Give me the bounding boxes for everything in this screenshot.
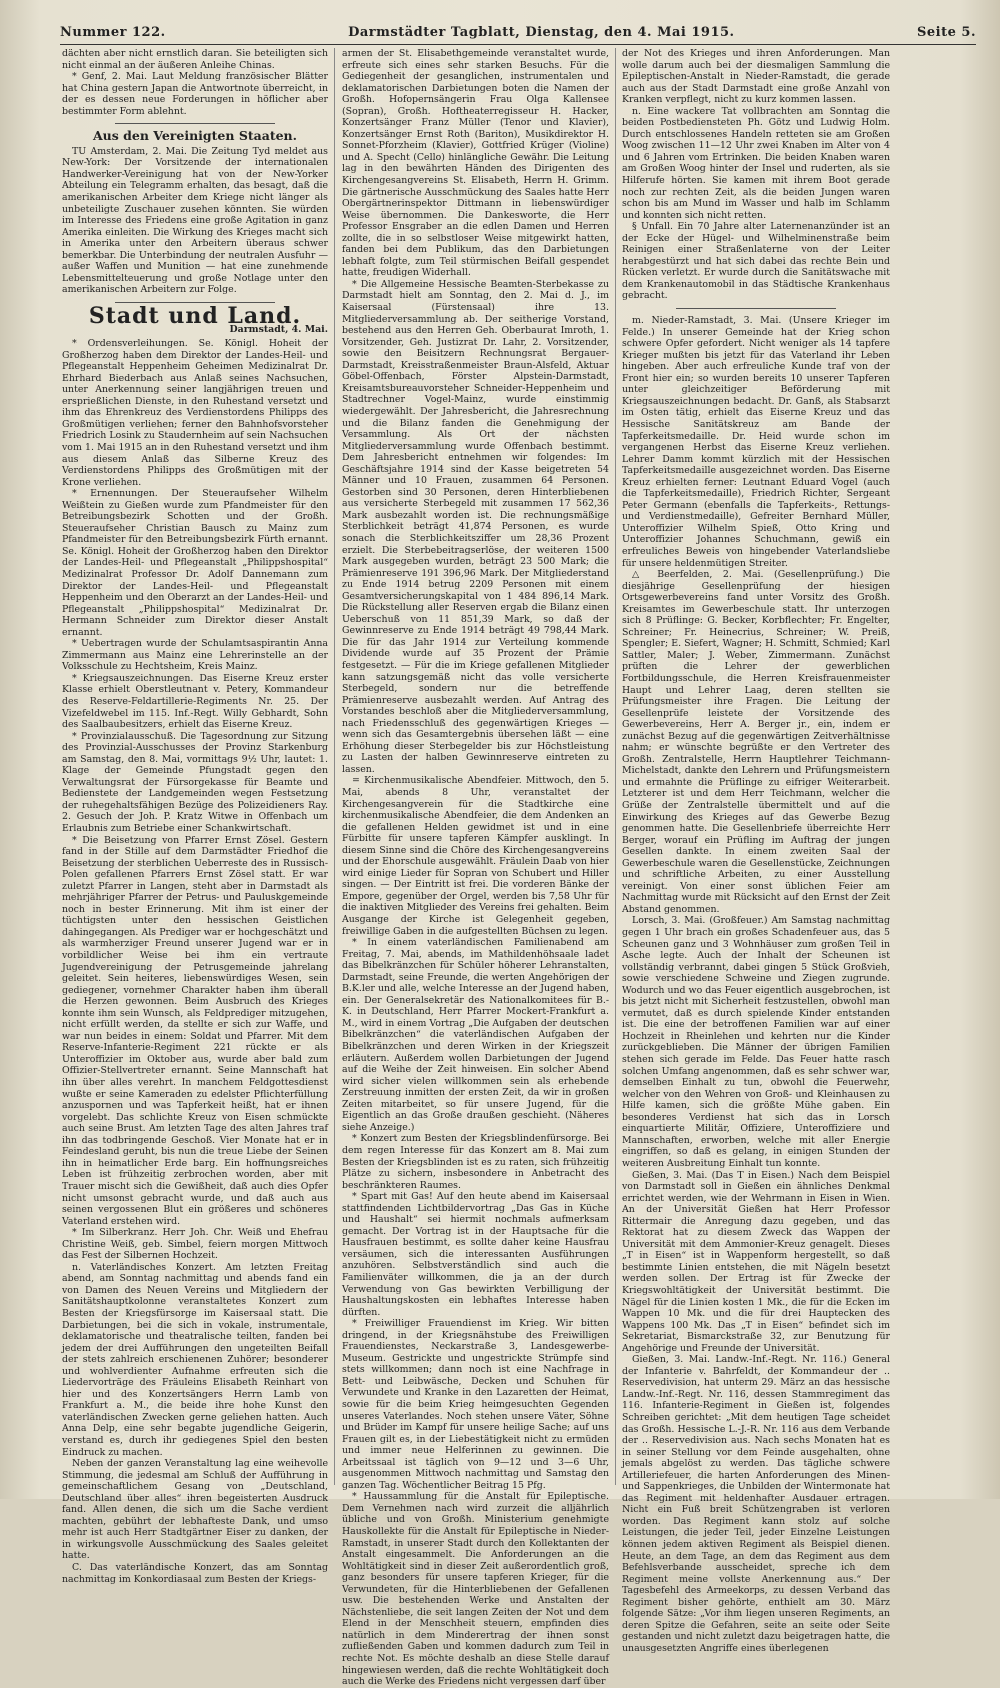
article-text: * Uebertragen wurde der Schulamtsaspirantin Anna Zimmermann aus Mainz eine Lehrerinstelle an der Volksschule zu Hechtsheim, Kreis Mainz. xyxy=(62,638,328,673)
issue-number: Nummer 122. xyxy=(60,24,166,40)
article-text: * Konzert zum Besten der Kriegsblindenfürsorge. Bei dem regen Interesse für das Konzert am 8. Mai zum Besten der Kriegsblinden ist es zu raten, sich frühzeitig Plätze zu sichern, insbesondere in Anbetracht des beschränkteren Raumes. xyxy=(342,1133,609,1191)
article-text: dächten aber nicht ernstlich daran. Sie beteiligten sich nicht einmal an der äußeren Anleihe Chinas. xyxy=(62,48,328,71)
newspaper-title: Darmstädter Tagblatt, Dienstag, den 4. Mai 1915. xyxy=(348,24,735,40)
column-divider xyxy=(334,48,335,1485)
article-text: armen der St. Elisabethgemeinde veranstaltet wurde, erfreute sich eines sehr starken Besuchs. Für die Gediegenheit der gesanglichen, instrumentalen und deklamatorischen Darbietungen boten die Namen der Großh. Hofopernsängerin Frau Olga Kallensee (Sopran), Großh. Hoftheaterregisseur H. Hacker, Konzertsänger Franz Müller (Tenor und Klavier), Konzertsänger Ernst Roth (Bariton), Musikdirektor H. Sonnet-Pforzheim (Klavier), Gottfried Krüger (Violine) und A. Specht (Cello) hinlängliche Gewähr. Die Leitung lag in den bewährten Händen des Dirigenten des Kirchengesangvereins St. Elisabeth, Herrn H. Grimm. Die gärtnerische Ausschmückung des Saales hatte Herr Obergärtnerinspektor Dittmann in liebenswürdiger Weise übernommen. Die Dankesworte, die Herr Professor Ensgraber an die edlen Damen und Herren zollte, die in so selbstloser Weise mitgewirkt hatten, fanden bei dem Publikum, das den Darbietungen lebhaft folgte, zum Teil stürmischen Beifall gespendet hatte, freudigen Widerhall. xyxy=(342,48,609,279)
article-text: △ Beerfelden, 2. Mai. (Gesellenprüfung.) Die diesjährige Gesellenprüfung der hiesigen Ortsgewerbevereins fand unter Vorsitz des Großh. Kreisamtes im Gewerbeschule statt. Ihr unterzogen sich 8 Prüflinge: G. Becker, Korbflechter; Fr. Engelter, Schreiner; Fr. Heinecrius, Schreiner; W. Preiß, Spengler; E. Siefert, Wagner; H. Schmitt, Schmied; Karl Sattler, Maler; J. Weber, Zimmermann. Zunächst prüften die Lehrer der gewerblichen Fortbildungsschule, die Herren Kreisfrauenmeister Haupt und Lehrer Laag, deren stellten sie Prüfungsmeister ihre Fragen. Die Leitung der Gesellenprüfe leistete der Vorsitzende des Gewerbevereins, Herr A. Berger jr., ein, indem er zunächst Bezug auf die gegenwärtigen Zeitverhältnisse nahm; er wünschte begrüßte er den Vertreter des Großh. Zentralstelle, Herrn Hauptlehrer Teichmann-Michelstadt, dankte den Lehrern und Prüfungsmeistern und ermahnte die Prüflinge zu eifriger Weiterarbeit. Letzterer ist und dem Herr Teichmann, welcher die Grüße der Zentralstelle übermittelt und auf die Einwirkung des Krieges auf das Gewerbe Bezug genommen hatte. Die Gesellenbriefe überreichte Herr Berger, worauf ein Prüfling im Auftrag der jungen Gesellen dankte. In einem zweiten Saal der Gewerbeschule waren die Gesellenstücke, Zeichnungen und schriftliche Arbeiten, zu einer Ausstellung vereinigt. Von einer sonst üblichen Feier am Nachmittag wurde mit Rücksicht auf den Ernst der Zeit Abstand genommen. xyxy=(622,569,890,915)
article-text: * In einem vaterländischen Familienabend am Freitag, 7. Mai, abends, im Mathildenhöhsaale ladet das Bibelkränzchen für Schüler höherer Lehranstalten, Darmstadt, seine Freunde, die werten Angehörigen der B.K.ler und alle, welche Interesse an der Jugend haben, ein. Der Generalsekretär des Nationalkomitees für B.-K. in Deutschland, Herr Pfarrer Mockert-Frankfurt a. M., wird in einem Vortrag „Die Aufgaben der deutschen Bibelkränzchen“ die vaterländischen Aufgaben der Bibelkränzchen und deren Wirken in der Kriegszeit erläutern. Außerdem wollen Darbietungen der Jugend auf die Weihe der Zeit hinweisen. Ein solcher Abend wird sicher vielen willkommen sein als erhebende Zerstreuung inmitten der ersten Zeit, da wir in großen Zeiten mitarbeitet, so für unsere Jugend, für die Eigentlich an das Große draußen geschieht. (Näheres siehe Anzeige.) xyxy=(342,937,609,1133)
dateline: Darmstadt, 4. Mai. xyxy=(229,324,328,336)
column-3 xyxy=(622,48,890,1654)
separator xyxy=(676,308,837,309)
article-text: * Genf, 2. Mai. Laut Meldung französischer Blätter hat China gestern Japan die Antwortnote überreicht, in der es dessen neue Forderungen in höflicher aber bestimmter Form ablehnt. xyxy=(62,71,328,117)
column-divider xyxy=(615,48,616,1485)
article-text: * Ordensverleihungen. Se. Königl. Hoheit der Großherzog haben dem Direktor der Landes-Heil- und Pflegeanstalt Heppenheim Geheimen Medizinalrat Dr. Ehrhard Biederbach aus Anlaß seines Nachsuchen, unter Anerkennung seiner langjährigen treuen und ersprießlichen Dienste, in den Ruhestand versetzt und ihm das Ehrenkreuz des Verdienstordens Philipps des Großmütigen verliehen; ferner den Bahnhofsvorsteher Friedrich Losink zu Staudernheim auf sein Nachsuchen vom 1. Mai 1915 an in den Ruhestand versetzt und ihm aus diesem Anlaß das Silberne Kreuz des Verdienstordens Philipps des Großmütigen mit der Krone verliehen. xyxy=(62,338,328,488)
column-1 xyxy=(62,48,328,1585)
article-text: * Ernennungen. Der Steueraufseher Wilhelm Weißtein zu Gießen wurde zum Pfandmeister für den Betreibungsbezirk Schotten und der Großh. Steueraufseher Christian Bausch zu Mainz zum Pfandmeister für den Betreibungsbezirk Fürth ernannt. Se. Königl. Hoheit der Großherzog haben den Direktor der Landes-Heil- und Pflegeanstalt „Philippshospital“ Medizinalrat Professor Dr. Adolf Dannemann zum Direktor der Landes-Heil- und Pflegeanstalt Heppenheim und den Oberarzt an der Landes-Heil- und Pflegeanstalt „Philippshospital“ Medizinalrat Dr. Hermann Schneider zum Direktor dieser Anstalt ernannt. xyxy=(62,488,328,638)
article-text: m. Nieder-Ramstadt, 3. Mai. (Unsere Krieger im Felde.) In unserer Gemeinde hat der Krieg schon schwere Opfer gefordert. Nicht weniger als 14 tapfere Krieger mußten bis jetzt für das Vaterland ihr Leben hingeben. Aber auch erfreuliche Kunde traf von der Front hier ein; so wurden bereits 10 unserer Tapferen unter gleichzeitiger Beförderung mit Kriegsauszeichnungen bedacht. Dr. Ganß, als Stabsarzt im Osten tätig, erhielt das Eiserne Kreuz und das Hessische Sanitätskreuz am Bande der Tapferkeitsmedaille. Dr. Heid wurde schon im vergangenen Herbst das Eiserne Kreuz verliehen. Lehrer Damm kommt kürzlich mit der Hessischen Tapferkeitsmedaille ausgezeichnet worden. Das Eiserne Kreuz erhielten ferner: Leutnant Eduard Vogel (auch die Tapferkeitsmedaille), Friedrich Richter, Sergeant Peter Germann (ebenfalls die Tapferkeits-, Rettungs- und Verdienstmedaille), Gefreiter Bernhard Müller, Unteroffizier Wilhelm Spieß, Otto Kring und Unteroffizier Johannes Schuchmann, gewiß ein erfreuliches Beweis von hingebender Vaterlandsliebe für unsere heldenmütigen Streiter. xyxy=(622,315,890,569)
article-text: § Unfall. Ein 70 Jahre alter Laternenanzünder ist an der Ecke der Hügel- und Wilhelminenstraße beim Reinigen einer Straßenlaterne von der Leiter herabgestürzt und hat sich dabei das rechte Bein und Rücken verletzt. Er wurde durch die Sanitätswache mit dem Krankenautomobil in das Städtische Krankenhaus gebracht. xyxy=(622,221,890,302)
article-text: * Freiwilliger Frauendienst im Krieg. Wir bitten dringend, in der Kriegsnähstube des Freiwilligen Frauendienstes, Neckarstraße 3, Landesgewerbe-Museum. Gestrickte und ungestrickte Strümpfe sind stets willkommen; dann noch ist eine Nachfrage in Bett- und Leibwäsche, Decken und Schuhen für Verwundete und Kranke in den Lazaretten der Heimat, sowie für die beim Krieg heimgesuchten Gegenden unseres Vaterlandes. Noch stehen unsere Väter, Söhne und Brüder im Kampf für unsere heilige Sache; auf uns Frauen gilt es, in der Liebestätigkeit nicht zu ermüden und immer neue Helferinnen zu gewinnen. Die Arbeitssaal ist täglich von 9—12 und 3—6 Uhr, ausgenommen Mittwoch nachmittag und Samstag den ganzen Tag. Wöchentlicher Beitrag 15 Pfg. xyxy=(342,1318,609,1491)
column-2 xyxy=(342,48,609,1688)
article-text: der Not des Krieges und ihren Anforderungen. Man wolle darum auch bei der diesmaligen Sammlung die Epileptischen-Anstalt in Nieder-Ramstadt, die gerade auch aus der Stadt Darmstadt eine große Anzahl von Kranken verpflegt, nicht zu kurz kommen lassen. xyxy=(622,48,890,106)
article-text: Gießen, 3. Mai. Landw.-Inf.-Regt. Nr. 116.) General der Infanterie v. Bahrfeldt, der Kommandeur der .. Reservedivision, hat unterm 29. März an das hessische Landw.-Inf.-Regt. Nr. 116, dessen Stammregiment das 116. Infanterie-Regiment in Gießen ist, folgendes Schreiben gerichtet: „Mit dem heutigen Tage scheidet das Großh. Hessische L.-J.-R. Nr. 116 aus dem Verbande der .. Reservedivision aus. Nach sechs Monaten hat es in seiner Stellung vor dem Feinde ausgehalten, ohne jemals abgelöst zu werden. Das tägliche schwere Artilleriefeuer, die harten Anforderungen des Minen- und Sappenkrieges, die Unbilden der Wintermonate hat das Regiment mit heldenhafter Ausdauer ertragen. Nicht ein Fuß breit Schützengraben ist verloren worden. Das Regiment kann stolz auf solche Leistungen, die jeder Teil, jeder Einzelne Leistungen können jedem aktiven Regiment als Beispiel dienen. Heute, an dem Tage, an dem das Regiment aus dem Befehlsverbande ausscheidet, spreche ich dem Regiment meine vollste Anerkennung aus.“ Der Tagesbefehl des Armeekorps, zu dessen Verband das Regiment bisher gehörte, enthielt am 30. März folgende Sätze: „Vor ihm liegen unseren Regiments, an deren Spitze die Gefahren, seite an seite oder Seite gestanden und nicht zuletzt dazu beigetragen hatte, die unausgesetzten Angriffe eines überlegenen xyxy=(622,1354,890,1654)
masthead xyxy=(60,22,976,42)
section-heading-stadt-und-land: Stadt und Land. xyxy=(88,302,302,329)
article-text: Gießen, 3. Mai. (Das T in Eisen.) Nach dem Beispiel von Darmstadt soll in Gießen ein ähnliches Denkmal errichtet werden, wie der Wehrmann in Eisen in Wien. An der Universität Gießen hat Herr Professor Rittermair die Anregung dazu gegeben, und das Rektorat hat zu diesem Zweck das Wappen der Universität mit dem Ammonier-Kreuz genagelt. Dieses „T in Eisen“ ist in Wappenform hergestellt, so daß bestimmte Linien entstehen, die mit Nägeln besetzt werden sollen. Der Ertrag ist für Zwecke der Kriegswohltätigkeit der Universität bestimmt. Die Nägel für die Linien kosten 1 Mk., die für die Ecken im Wappen 10 Mk. und die für drei Hauptecken des Wappens 100 Mk. Das „T in Eisen“ befindet sich im Sekretariat, Bismarckstraße 32, zur Benutzung für Angehörige und Freunde der Universität. xyxy=(622,1169,890,1354)
article-text: = Kirchenmusikalische Abendfeier. Mittwoch, den 5. Mai, abends 8 Uhr, veranstaltet der Kirchengesangverein für die Stadtkirche eine kirchenmusikalische Abendfeier, die dem Andenken an die gefallenen Helden gewidmet ist und in eine Fürbitte für unsere tapferen Kämpfer ausklingt. In diesem Sinne sind die Chöre des Kirchengesangvereins und der Ehorschule ausgewählt. Fräulein Daab von hier wird einige Lieder für Sopran von Schubert und Hiller singen. — Der Eintritt ist frei. Die vorderen Bänke der Empore, gegenüber der Orgel, werden bis 7,58 Uhr für die inaktiven Mitglieder des Vereins frei gehalten. Beim Ausgange der Kirche ist Gelegenheit gegeben, freiwillige Gaben in die aufgestellten Büchsen zu legen. xyxy=(342,775,609,937)
article-text: C. Das vaterländische Konzert, das am Sonntag nachmittag im Konkordiasaal zum Besten der Kriegs- xyxy=(62,1562,328,1585)
article-text: * Haussammlung für die Anstalt für Epileptische. Dem Vernehmen nach wird zurzeit die alljährlich übliche und von Großh. Ministerium genehmigte Hauskollekte für die Anstalt für Epileptische in Nieder-Ramstadt, in unserer Stadt durch den Kollektanten der Anstalt eingesammelt. Die Anforderungen an die Wohltätigkeit sind in dieser Zeit außerordentlich groß, ganz besonders für unsere tapferen Krieger, für die Verwundeten, für die Hinterbliebenen der Gefallenen usw. Die bestehenden Werke und Anstalten der Nächstenliebe, die seit langen Zeiten der Not und dem Elend in der Menschheit steuern, empfinden dies natürlich in dem Minderertrag der ihnen sonst zufließenden Gaben und kommen dadurch zum Teil in rechte Not. Es möchte deshalb an diese Stelle darauf hingewiesen werden, daß die rechte Wohltätigkeit doch auch die Werke des Friedens nicht vergessen darf über xyxy=(342,1491,609,1688)
article-text: * Spart mit Gas! Auf den heute abend im Kaisersaal stattfindenden Lichtbildervortrag „Das Gas in Küche und Haushalt“ sei hiermit nochmals aufmerksam gemacht. Der Vortrag ist in der Hauptsache für die Hausfrauen bestimmt, es sollte daher keine Hausfrau versäumen, sich die interessanten Ausführungen anzuhören. Selbstverständlich sind auch die Familienväter willkommen, die ja an der durch Verwendung von Gas bewirkten Verbilligung der Haushaltungskosten ein lebhaftes Interesse haben dürften. xyxy=(342,1191,609,1318)
separator xyxy=(115,123,275,124)
article-text: n. Eine wackere Tat vollbrachten am Sonntag die beiden Postbediensteten Ph. Götz und Ludwig Holm. Durch entschlossenes Handeln retteten sie am Großen Woog zwischen 11—12 Uhr zwei Knaben im Alter von 4 und 6 Jahren vom Ertrinken. Die beiden Knaben waren am Großen Woog hinter der Insel und ruderten, als sie Hilferufe hörten. Sie kamen mit ihrem Boot gerade noch zur rechten Zeit, als die beiden Jungen waren schon bis am Mund im Wasser und halb im Schlamm und konnten sich nicht retten. xyxy=(622,105,890,221)
article-text: * Im Silberkranz. Herr Joh. Chr. Weiß und Ehefrau Christine Weiß, geb. Simbel, feiern morgen Mittwoch das Fest der Silbernen Hochzeit. xyxy=(62,1227,328,1262)
article-text: * Die Allgemeine Hessische Beamten-Sterbekasse zu Darmstadt hielt am Sonntag, den 2. Mai d. J., im Kaisersaal (Fürstensaal) ihre 13. Mitgliederversammlung ab. Der seitherige Vorstand, bestehend aus den Herren Geh. Oberbaurat Imroth, 1. Vorsitzender, Geh. Justizrat Dr. Lahr, 2. Vorsitzender, sowie den Beisitzern Rechnungsrat Bergauer-Darmstadt, Kreisstraßenmeister Braun-Alsfeld, Aktuar Göbel-Offenbach, Förster Alpstein-Darmstadt, Kreisamtsbureauvorsteher Schneider-Heppenheim und Stadtrechner Vogel-Mainz, wurde einstimmig wiedergewählt. Der Jahresbericht, die Jahresrechnung und die Bilanz fanden die Genehmigung der Versammlung. Als Ort der nächsten Mitgliederversammlung wurde Offenbach bestimmt. Dem Jahresbericht entnehmen wir folgendes: Im Geschäftsjahre 1914 sind der Kasse beigetreten 54 Männer und 10 Frauen, zusammen 64 Personen. Gestorben sind 30 Personen, deren Hinterbliebenen aus versicherte Sterbegeld mit zusammen 17 562,36 Mark ausbezahlt worden ist. Die rechnungsmäßige Sterblichkeit beträgt 41,874 Personen, es wurde sonach die Sterblichkeitsziffer um 28,36 Prozent erzielt. Die Sterbebeitragserlöse, der weiteren 1500 Mark ausgegeben wurden, beträgt 23 500 Mark; die Prämienreserve 191 396,96 Mark. Der Mitgliederstand zu Ende 1914 betrug 2209 Personen mit einem Gesamtversicherungskapital von 1 484 896,14 Mark. Die Rückstellung aller Reserven ergab die Bilanz einen Ueberschuß von 11 851,39 Mark, so daß der Gewinnreserve zu Ende 1914 beträgt 49 798,44 Mark. Die für das Jahr 1914 zur Verteilung kommende Dividende wurde auf 35 Prozent der Prämie festgesetzt. — Für die im Kriege gefallenen Mitglieder kann satzungsgemäß nicht das volle versicherte Sterbegeld, sondern nur die betreffende Prämienreserve ausbezahlt werden. Auf Antrag des Vorstandes beschloß aber die Mitgliederversammlung, nach Friedensschluß des gegenwärtigen Krieges — wenn sich das Gesamtergebnis übersehen läßt — eine Erhöhung dieser Sterbegelder bis zur Höchstleistung zu Lasten der halben Gewinnreserve eintreten zu lassen. xyxy=(342,278,609,775)
article-text: TU Amsterdam, 2. Mai. Die Zeitung Tyd meldet aus New-York: Der Vorsitzende der internationalen Handwerker-Vereinigung hat von der New-Yorker Abteilung ein Telegramm erhalten, das besagt, daß die amerikanischen Arbeiter dem Kriege nicht länger als unbeteiligte Zuschauer zusehen könnten. Sie würden im Interesse des Friedens eine große Agitation in ganz Amerika einleiten. Die Wirkung des Krieges macht sich in Amerika unter den Arbeitern überaus schwer bemerkbar. Die Unterbindung der neutralen Ausfuhr — außer Waffen und Munition — hat eine zunehmende Lebensmittelteuerung und große Notlage unter den amerikanischen Arbeitern zur Folge. xyxy=(62,145,328,296)
page-number: Seite 5. xyxy=(917,24,976,40)
article-text: * Die Beisetzung von Pfarrer Ernst Zösel. Gestern fand in der Stille auf dem Darmstädter Friedhof die Beisetzung der sterblichen Ueberreste des in Russisch-Polen gefallenen Pfarrers Ernst Zösel statt. Er war zuletzt Pfarrer in Langen, steht aber in Darmstadt als mehrjähriger Pfarrer der Petrus- und Pauluskgemeinde noch in bester Erinnerung. Mit ihm ist einer der tüchtigsten unter den hessischen Geistlichen dahingegangen. Als Prediger war er hochgeschätzt und als warmherziger Freund unserer Jugend war er in vorbildlicher Weise bei ihm ein vertraute Jugendvereinigung der Petrusgemeinde jahrelang geleitet. Sein heiteres, liebenswürdiges Wesen, sein gediegener, vornehmer Charakter haben ihm überall die Herzen gewonnen. Beim Ausbruch des Krieges konnte ihm sein Wunsch, als Feldprediger mitzugehen, nicht erfüllt werden, da stellte er sich zur Waffe, und war nun beides in einem: Soldat und Pfarrer. Mit dem Reserve-Infanterie-Regiment 221 rückte er als Unteroffizier im Oktober aus, wurde aber bald zum Offizier-Stellvertreter ernannt. Seine Mannschaft hat ihn über alles verehrt. In manchem Feldgottesdienst wußte er seine Kameraden zu edelster Pflichterfüllung anzuspornen und was Tapferkeit heißt, hat er ihnen vorgelebt. Das schlichte Kreuz von Eisen schmückte auch seine Brust. Am letzten Tage des alten Jahres traf ihn das todbringende Geschoß. Vier Monate hat er in Feindesland geruht, bis nun die treue Liebe der Seinen ihn in heimatlicher Erde barg. Ein hoffnungsreiches Leben ist frühzeitig zerbrochen worden, aber mit Trauer mischt sich die Gewißheit, daß auch dies Opfer nicht umsonst gebracht wurde, und daß auch aus seinen vergossenen Blut ein größeres und schöneres Vaterland erstehen wird. xyxy=(62,834,328,1227)
article-text: Lorsch, 3. Mai. (Großfeuer.) Am Samstag nachmittag gegen 1 Uhr brach ein großes Schadenfeuer aus, das 5 Scheunen ganz und 3 Wohnhäuser zum großen Teil in Asche legte. Auch der Inhalt der Scheunen ist vollständig verbrannt, dabei gingen 5 Stück Großvieh, sowie verschiedene Schweine und Ziegen zugrunde. Wodurch und wo das Feuer eigentlich ausgebrochen, ist bis jetzt nicht mit Sicherheit festzustellen, obwohl man vermutet, daß es durch spielende Kinder entstanden ist. Die eine der betroffenen Familien war auf einer Hochzeit in Rheinlehen und kehrten nur die Kinder zurückgeblieben. Die Männer der übrigen Familien stehen sich gerade im Felde. Das Feuer hatte rasch solchen Umfang angenommen, daß es sehr schwer war, demselben Einhalt zu tun, obwohl die Feuerwehr, welcher von den Wehren von Groß- und Kleinhausen zu Hilfe kamen, sich die größte Mühe gaben. Ein besonderes Verdienst hat sich das in Lorsch einquartierte Militär, Offiziere, Unteroffiziere und Mannschaften, erworben, welche mit aller Energie eingriffen, so daß es gelang, in einigen Stunden der weiteren Ausbreitung Einhalt tun konnte. xyxy=(622,915,890,1169)
section-heading-usa: Aus den Vereinigten Staaten. xyxy=(92,128,297,144)
masthead-rule xyxy=(60,44,976,45)
article-text: * Kriegsauszeichnungen. Das Eiserne Kreuz erster Klasse erhielt Oberstleutnant v. Petery, Kommandeur des Reserve-Feldartillerie-Regiments Nr. 25. Der Vizefeldwebel im 115. Inf.-Regt. Willy Gebhardt, Sohn des Saalbaubesitzers, erhielt das Eiserne Kreuz. xyxy=(62,672,328,731)
article-text: Neben der ganzen Veranstaltung lag eine weihevolle Stimmung, die jedesmal am Schluß der Aufführung in gemeinschaftlichem Gesang von „Deutschland, Deutschland über alles“ ihren begeisterten Ausdruck fand. Allen denen, die sich um die Sache verdient machten, gebührt der lebhafteste Dank, und umso mehr ist auch Herr Stadtgärtner Eiser zu danken, der in wirkungsvolle Ausschmückung des Saales geleitet hatte. xyxy=(62,1458,328,1562)
article-text: * Provinzialausschuß. Die Tagesordnung zur Sitzung des Provinzial-Ausschusses der Provinz Starkenburg am Samstag, den 8. Mai, vormittags 9½ Uhr, lautet: 1. Klage der Gemeinde Pfungstadt gegen den Verwaltungsrat der Fürsorgekasse für Beamte und Bedienstete der Landgemeinden wegen Festsetzung der ruhegehaltsfähigen Bezüge des Polizeidieners Ray. 2. Gesuch der Joh. P. Kratz Witwe in Offenbach um Erlaubnis zum Betriebe einer Schankwirtschaft. xyxy=(62,730,328,834)
article-text: n. Vaterländisches Konzert. Am letzten Freitag abend, am Sonntag nachmittag und abends fand ein von Damen des Neuen Vereins und Mitgliedern der Sanitätshauptkolonne veranstaltetes Konzert zum Besten der Kriegsfürsorge im Kaisersaal statt. Die Darbietungen, bei die sich in vokale, instrumentale, deklamatorische und theatralische teilten, fanden bei jedem der drei Aufführungen den ungeteilten Beifall der stets zahlreich erschienenen Zuhörer; besonderer und wohlverdienter Aufnahme erfreuten sich die Liedervorträge des Fräuleins Elisabeth Reinhart von hier und des Konzertsängers Herrn Lamb von Frankfurt a. M., die beide ihre hohe Kunst den vaterländischen Zwecken gerne geliehen hatten. Auch Anna Delp, eine sehr begabte jugendliche Geigerin, verstand es, durch ihr gediegenes Spiel den besten Eindruck zu machen. xyxy=(62,1261,328,1458)
